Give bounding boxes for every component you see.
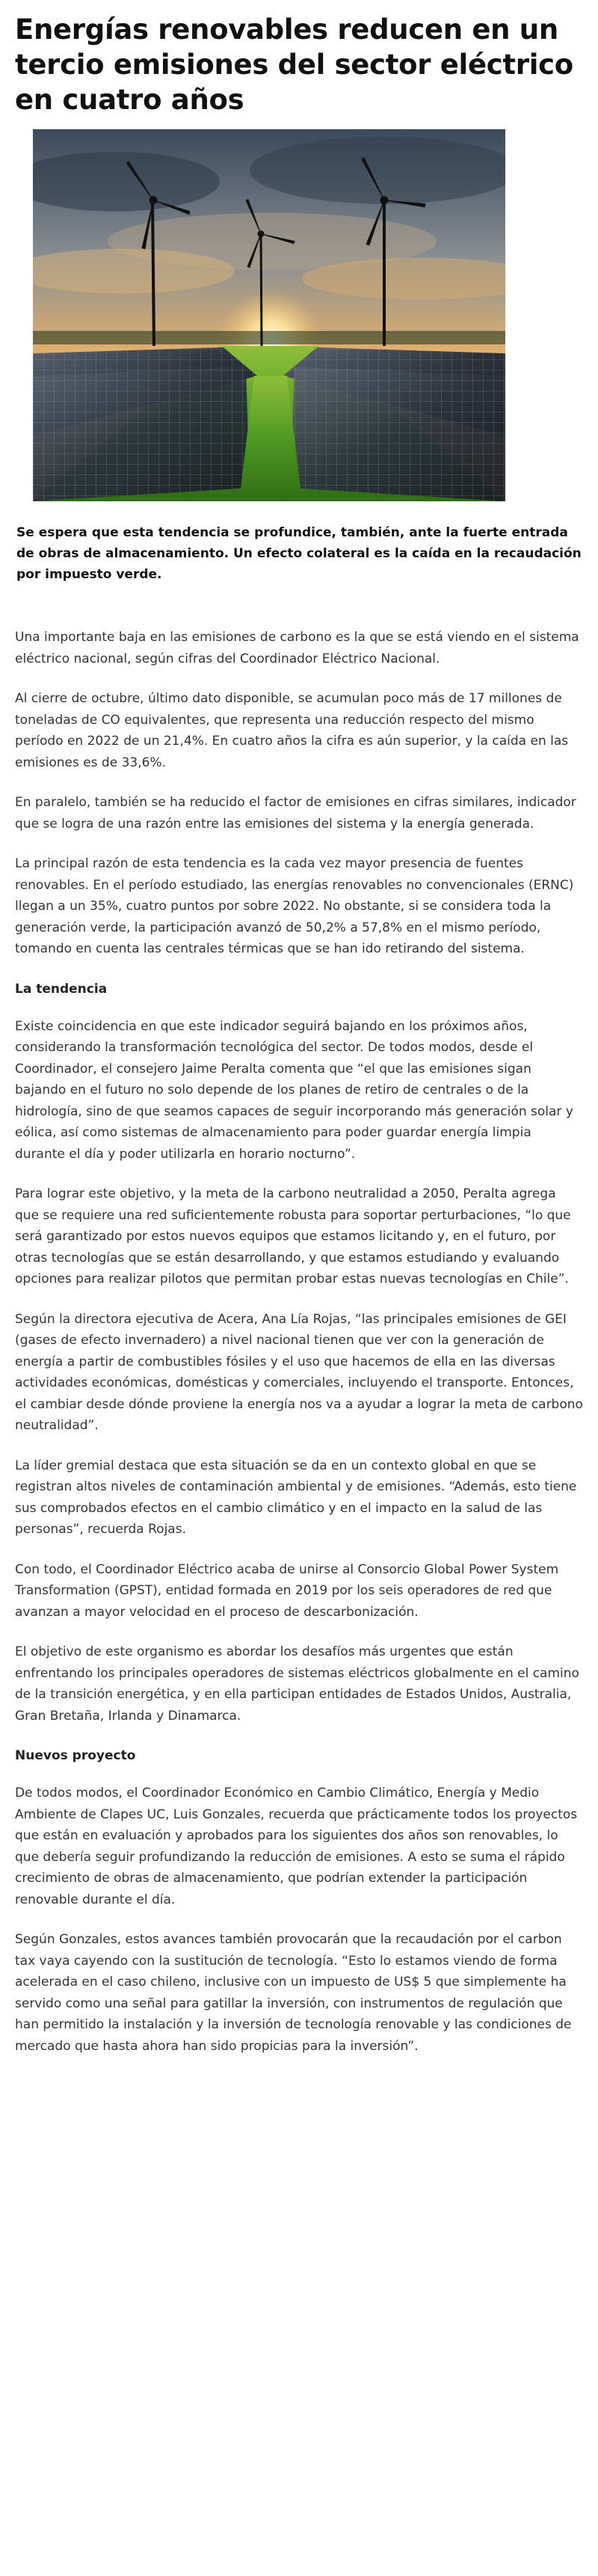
article-body — [15, 627, 583, 2057]
paragraph: Para lograr este objetivo, y la meta de la carbono neutralidad a 2050, Peralta agrega que se requiere una red suficientemente robusta para soportar perturbaciones, “lo que será garantizado por estos nuevos equipos que estamos licitando y, en el futuro, por otras tecnologías que se están desarrollando, y que estamos estudiando y evaluando opciones para realizar pilotos que permitan probar estas nuevas tecnologías en Chile”. — [15, 1186, 571, 1287]
paragraph: La principal razón de esta tendencia es la cada vez mayor presencia de fuentes renovables. En el período estudiado, las energías renovables no convencionales (ERNC) llegan a un 35%, cuatro puntos por sobre 2022. No obstante, si se considera toda la generación verde, la participación avanzó de 50,2% a 57,8% en el mismo período, tomando en cuenta las centrales térmicas que se han ido retirando del sistema. — [15, 856, 574, 956]
hero-image-solar-wind — [33, 129, 505, 501]
paragraph: Según Gonzales, estos avances también provocarán que la recaudación por el carbon tax vaya cayendo con la sustitución de tecnología. “Esto lo estamos viendo de forma acelerada en el caso chileno, inclusive con un impuesto de US$ 5 que simplemente ha servido como una señal para gatillar la inversión, con instrumentos de regulación que han permitido la instalación y la inversión de tecnología renovable y las condiciones de mercado que hasta ahora han sido propicias para la inversión”. — [15, 1932, 572, 2054]
paragraph: Una importante baja en las emisiones de carbono es la que se está viendo en el sistema eléctrico nacional, según cifras del Coordinador Eléctrico Nacional. — [15, 630, 579, 666]
paragraph: De todos modos, el Coordinador Económico en Cambio Climático, Energía y Medio Ambiente de Clapes UC, Luis Gonzales, recuerda que prácticamente todos los proyectos que están en evaluación y aprobados para los siguientes dos años son renovables, lo que debería seguir profundizando la reducción de emisiones. A esto se suma el rápido crecimiento de obras de almacenamiento, que podrían extender la participación renovable durante el día. — [15, 1786, 578, 1907]
paragraph: Con todo, el Coordinador Eléctrico acaba de unirse al Consorcio Global Power System Transformation (GPST), entidad formada en 2019 por los seis operadores de red que avanzan a mayor velocidad en el proceso de descarbonización. — [15, 1561, 559, 1620]
paragraph: Existe coincidencia en que este indicador seguirá bajando en los próximos años, considerando la transformación tecnológica del sector. De todos modos, desde el Coordinador, el consejero Jaime Peralta comenta que “el que las emisiones sigan bajando en el futuro no solo depende de los planes de retiro de centrales o de la hidrología, sino de que seamos capaces de seguir incorporando más generación solar y eólica, así como sistemas de almacenamiento para poder guardar energía limpia durante el día y poder utilizarla en horario nocturno”. — [15, 1018, 573, 1162]
paragraph: En paralelo, también se ha reducido el factor de emisiones en cifras similares, indicador que se logra de una razón entre las emisiones del sistema y la energía generada. — [15, 795, 576, 832]
paragraph: Según la directora ejecutiva de Acera, Ana Lía Rojas, “las principales emisiones de GEI (gases de efecto invernadero) a nivel nacional tienen que ver con la generación de energía a partir de combustibles fósiles y el uso que hacemos de ella en las diversas actividades económicas, domésticas y comerciales, incluyendo el transporte. Entonces, el cambiar desde dónde proviene la energía nos va a ayudar a lograr la meta de carbono neutralidad”. — [15, 1311, 583, 1433]
subheading-nuevos-proyecto: Nuevos proyecto — [15, 1748, 136, 1763]
article-lead: Se espera que esta tendencia se profundice, también, ante la fuerte entrada de obras de almacenamiento. Un efecto colateral es la caída en la recaudación por impuesto verde. — [16, 525, 582, 582]
subheading-la-tendencia: La tendencia — [15, 981, 108, 997]
paragraph: La líder gremial destaca que esta situación se da en un contexto global en que se registran altos niveles de contaminación ambiental y de emisiones. “Además, esto tiene sus comprobados efectos en el cambio climático y en el impacto en la salud de las personas”, recuerda Rojas. — [15, 1458, 577, 1537]
paragraph: El objetivo de este organismo es abordar los desafíos más urgentes que están enfrentando los principales operadores de sistemas eléctricos globalmente en el camino de la transición energética, y en ella participan entidades de Estados Unidos, Australia, Gran Bretaña, Irlanda y Dinamarca. — [15, 1644, 579, 1724]
paragraph: Al cierre de octubre, último dato disponible, se acumulan poco más de 17 millones de toneladas de CO equivalentes, que representa una reducción respecto del mismo período en 2022 de un 21,4%. En cuatro años la cifra es aún superior, y la caída en las emisiones es de 33,6%. — [15, 691, 569, 770]
article-title: Energías renovables reducen en un tercio emisiones del sector eléctrico en cuatro años — [15, 13, 573, 116]
